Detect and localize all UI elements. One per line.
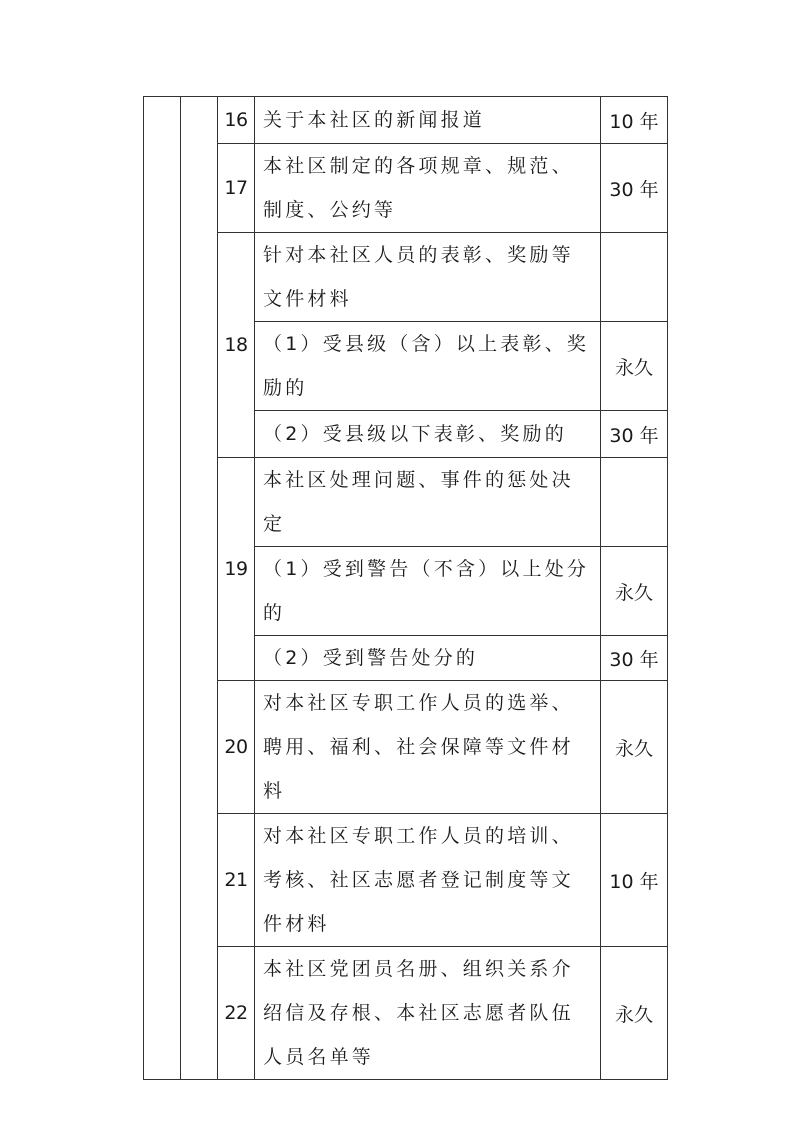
table-row	[144, 144, 668, 233]
table-row	[144, 97, 668, 144]
table-row	[144, 814, 668, 947]
table-row	[144, 681, 668, 814]
retention-period: 永久	[601, 547, 668, 636]
item-number: 17	[218, 144, 255, 233]
sub-item-content: （2）受县级以下表彰、奖励的	[255, 411, 601, 458]
retention-period: 30 年	[601, 411, 668, 458]
sub-item-content: （2）受到警告处分的	[255, 636, 601, 681]
item-content: 本社区制定的各项规章、规范、制度、公约等	[255, 144, 601, 233]
item-number: 22	[218, 947, 255, 1080]
blank-column-2	[181, 97, 218, 1080]
blank-column-1	[144, 97, 181, 1080]
item-content: 对本社区专职工作人员的培训、考核、社区志愿者登记制度等文件材料	[255, 814, 601, 947]
retention-period	[601, 458, 668, 547]
table-row	[144, 233, 668, 322]
item-content: 本社区处理问题、事件的惩处决定	[255, 458, 601, 547]
item-number: 20	[218, 681, 255, 814]
retention-period	[601, 233, 668, 322]
retention-table	[143, 96, 668, 1080]
retention-period: 永久	[601, 947, 668, 1080]
item-number: 19	[218, 458, 255, 681]
retention-period: 永久	[601, 681, 668, 814]
item-number: 21	[218, 814, 255, 947]
item-number: 16	[218, 97, 255, 144]
retention-period: 10 年	[601, 97, 668, 144]
table-row	[144, 458, 668, 547]
retention-period: 30 年	[601, 636, 668, 681]
table-row	[144, 947, 668, 1080]
retention-period: 永久	[601, 322, 668, 411]
sub-item-content: （1）受县级（含）以上表彰、奖励的	[255, 322, 601, 411]
retention-period: 30 年	[601, 144, 668, 233]
item-number: 18	[218, 233, 255, 458]
item-content: 针对本社区人员的表彰、奖励等文件材料	[255, 233, 601, 322]
retention-period: 10 年	[601, 814, 668, 947]
item-content: 本社区党团员名册、组织关系介绍信及存根、本社区志愿者队伍人员名单等	[255, 947, 601, 1080]
sub-item-content: （1）受到警告（不含）以上处分的	[255, 547, 601, 636]
item-content: 关于本社区的新闻报道	[255, 97, 601, 144]
item-content: 对本社区专职工作人员的选举、聘用、福利、社会保障等文件材料	[255, 681, 601, 814]
